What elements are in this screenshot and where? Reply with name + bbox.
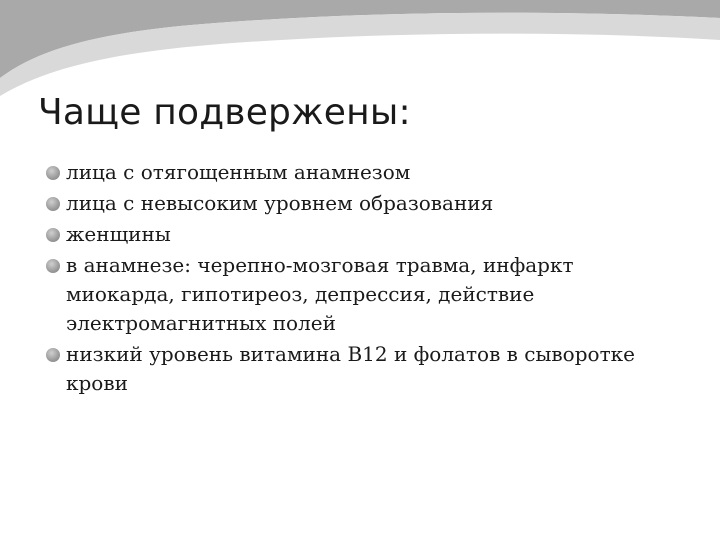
list-item (44, 220, 664, 249)
bullet-icon (46, 166, 60, 180)
bullet-icon (46, 259, 60, 273)
slide-title: Чаще подвержены: (38, 92, 411, 133)
bullet-icon (46, 228, 60, 242)
bullet-list (44, 158, 664, 400)
bullet-icon (46, 348, 60, 362)
list-item (44, 340, 664, 398)
bullet-text: женщины (66, 222, 171, 246)
bullet-icon (46, 197, 60, 211)
list-item (44, 251, 664, 338)
bullet-text: лица с отягощенным анамнезом (66, 160, 411, 184)
bullet-text: в анамнезе: черепно-мозговая травма, инфаркт миокарда, гипотиреоз, депрессия, действие электромагнитных полей (66, 253, 574, 335)
list-item (44, 158, 664, 187)
list-item (44, 189, 664, 218)
bullet-text: низкий уровень витамина В12 и фолатов в сыворотке крови (66, 342, 635, 395)
bullet-text: лица с невысоким уровнем образования (66, 191, 494, 215)
